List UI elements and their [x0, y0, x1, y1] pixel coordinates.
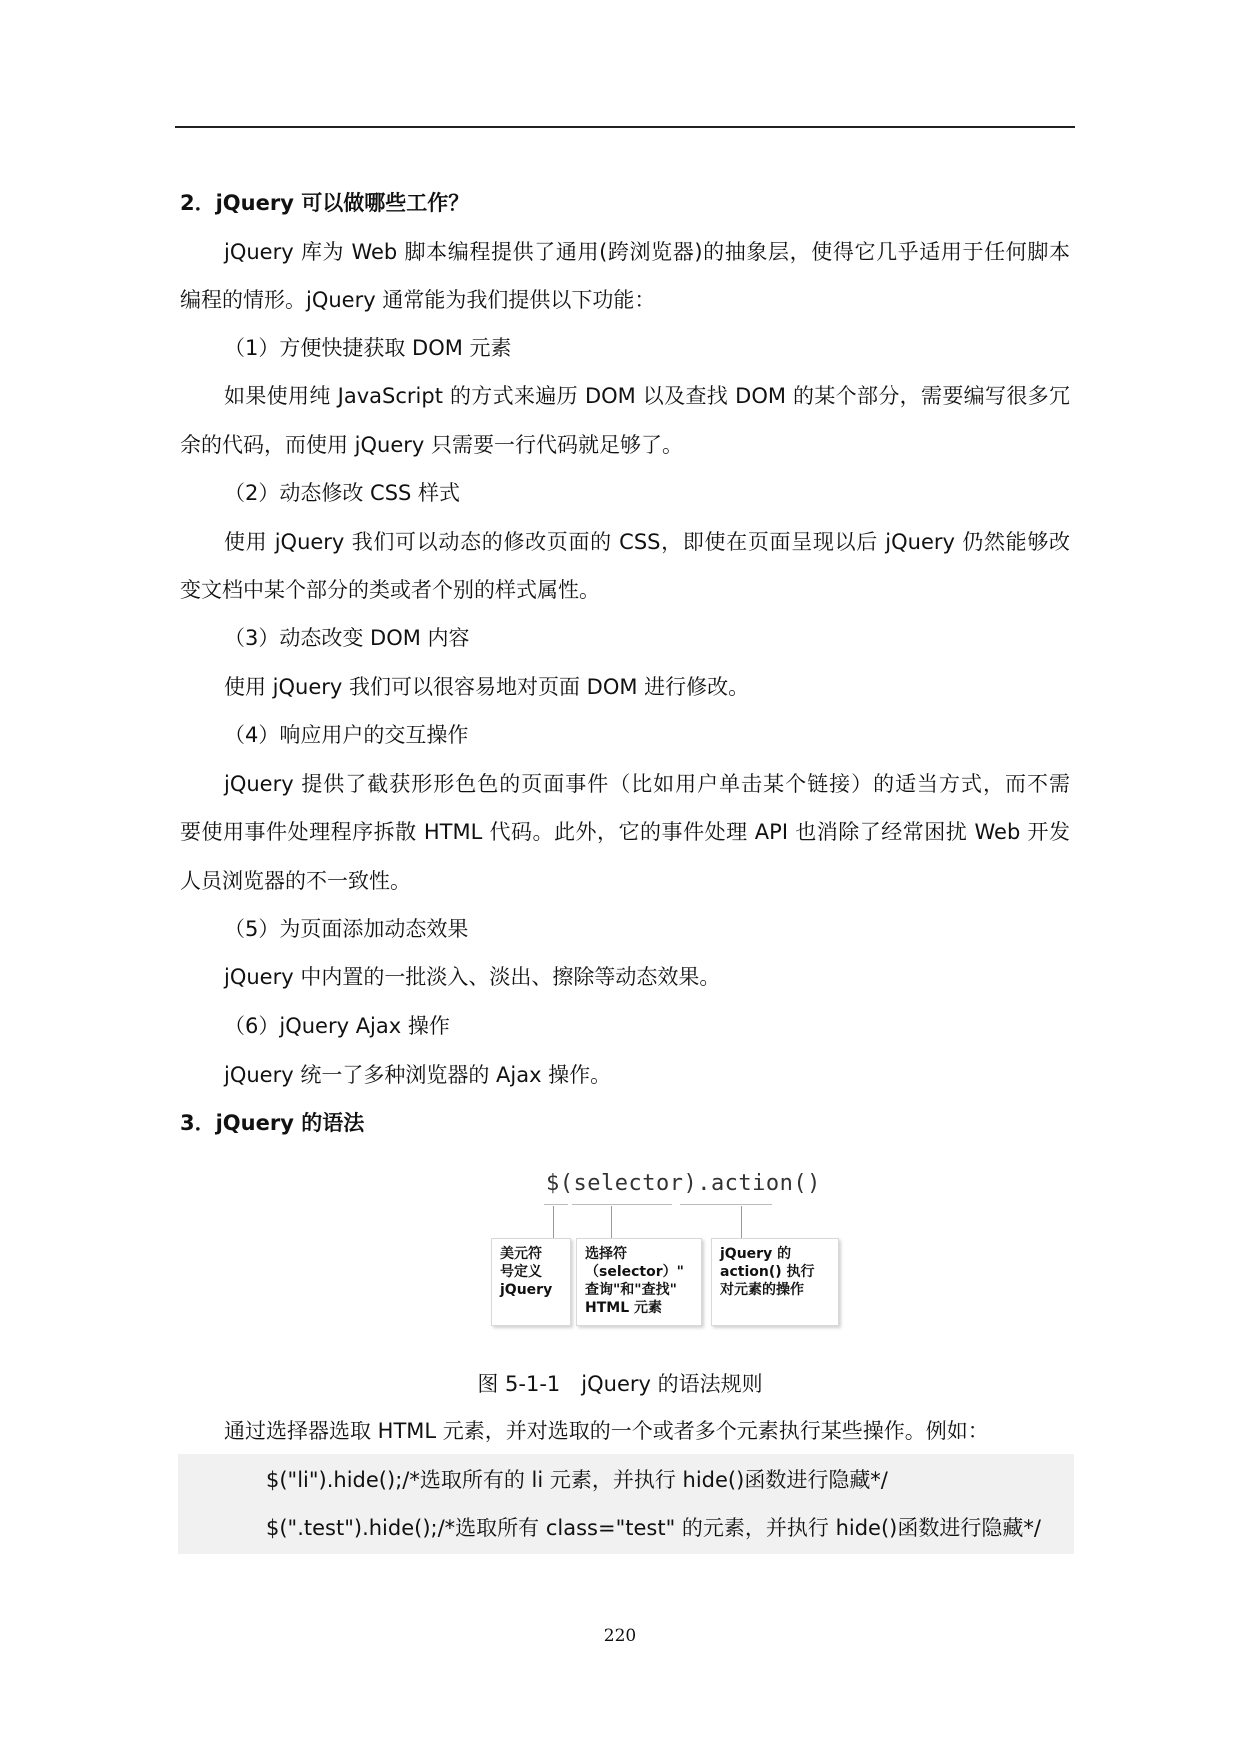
- item-6-title: （6）jQuery Ajax 操作: [224, 1014, 450, 1038]
- after-figure-text: 通过选择器选取 HTML 元素，并对选取的一个或者多个元素执行某些操作。例如：: [224, 1419, 989, 1443]
- intro-line-1: jQuery 库为 Web 脚本编程提供了通用(跨浏览器)的抽象层，使得它几乎适用于任何脚本: [224, 240, 1070, 264]
- figure-caption: 图 5-1-1 jQuery 的语法规则: [477, 1372, 763, 1396]
- item-6-body-1: jQuery 统一了多种浏览器的 Ajax 操作。: [224, 1063, 612, 1087]
- item-3-body-1: 使用 jQuery 我们可以很容易地对页面 DOM 进行修改。: [224, 675, 750, 699]
- item-1-title: （1）方便快捷获取 DOM 元素: [224, 336, 512, 360]
- figure-code: $(selector).action(): [546, 1171, 821, 1196]
- item-4-body-1: jQuery 提供了截获形形色色的页面事件（比如用户单击某个链接）的适当方式，而不需: [224, 772, 1070, 796]
- item-1-body-2: 余的代码，而使用 jQuery 只需要一行代码就足够了。: [180, 433, 684, 457]
- item-2-body-2: 变文档中某个部分的类或者个别的样式属性。: [180, 578, 600, 602]
- connector-action: [741, 1206, 742, 1238]
- item-5-title: （5）为页面添加动态效果: [224, 917, 469, 941]
- item-3-title: （3）动态改变 DOM 内容: [224, 626, 470, 650]
- bracket-selector: [572, 1204, 672, 1205]
- item-5-body-1: jQuery 中内置的一批淡入、淡出、擦除等动态效果。: [224, 965, 721, 989]
- bracket-action: [680, 1204, 772, 1205]
- code-line-2: $(".test").hide();/*选取所有 class="test" 的元素，并执行 hide()函数进行隐藏*/: [266, 1516, 1041, 1540]
- bracket-dollar: [544, 1204, 568, 1205]
- item-2-title: （2）动态修改 CSS 样式: [224, 481, 461, 505]
- item-2-body-1: 使用 jQuery 我们可以动态的修改页面的 CSS，即使在页面呈现以后 jQuery 仍然能够改: [224, 530, 1070, 554]
- box-dollar-sign: 美元符 号定义 jQuery: [491, 1238, 571, 1326]
- box-selector: 选择符 （selector）" 查询"和"查找" HTML 元素: [576, 1238, 702, 1326]
- code-line-1: $("li").hide();/*选取所有的 li 元素，并执行 hide()函数进行隐藏*/: [266, 1468, 888, 1492]
- section-heading-3: 3．jQuery 的语法: [180, 1111, 365, 1135]
- section-heading-2: 2．jQuery 可以做哪些工作？: [180, 191, 470, 215]
- page-number: 220: [603, 1626, 637, 1646]
- item-1-body-1: 如果使用纯 JavaScript 的方式来遍历 DOM 以及查找 DOM 的某个部分，需要编写很多冗: [224, 384, 1070, 408]
- item-4-body-3: 人员浏览器的不一致性。: [180, 869, 411, 893]
- connector-selector: [611, 1206, 612, 1238]
- intro-line-2: 编程的情形。jQuery 通常能为我们提供以下功能：: [180, 288, 656, 312]
- box-action: jQuery 的 action() 执行 对元素的操作: [711, 1238, 839, 1326]
- item-4-body-2: 要使用事件处理程序拆散 HTML 代码。此外，它的事件处理 API 也消除了经常困扰 Web 开发: [180, 820, 1070, 844]
- header-rule: [175, 126, 1075, 128]
- item-4-title: （4）响应用户的交互操作: [224, 723, 469, 747]
